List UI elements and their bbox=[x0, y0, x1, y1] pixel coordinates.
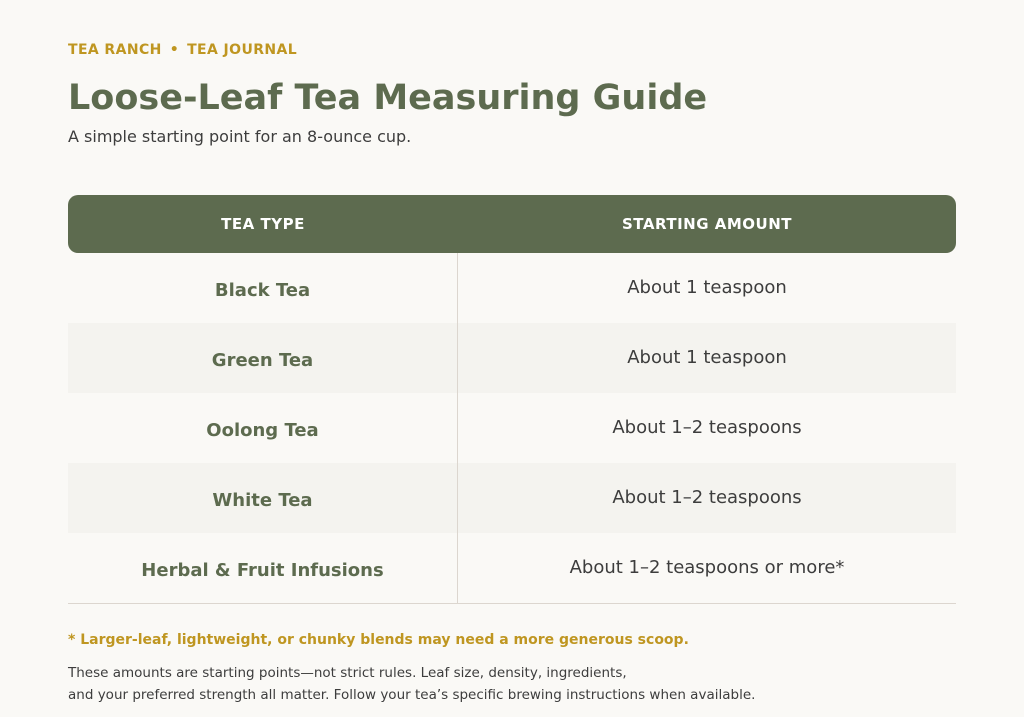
amount-cell: About 1–2 teaspoons bbox=[612, 416, 802, 438]
table-row bbox=[68, 253, 956, 323]
page-subtitle: A simple starting point for an 8-ounce cup. bbox=[68, 127, 412, 146]
disclaimer-note bbox=[68, 662, 755, 706]
tea-type-cell: Herbal & Fruit Infusions bbox=[68, 533, 458, 603]
separator-dot: • bbox=[169, 42, 180, 58]
eyebrow bbox=[68, 42, 297, 58]
tea-type-cell: Oolong Tea bbox=[68, 393, 458, 463]
amount-cell: About 1 teaspoon bbox=[627, 346, 787, 368]
brand-label: TEA RANCH bbox=[68, 42, 162, 58]
table-header bbox=[68, 195, 956, 253]
footnote: * Larger-leaf, lightweight, or chunky blends may need a more generous scoop. bbox=[68, 632, 689, 648]
table-row bbox=[68, 323, 956, 393]
tea-type-cell: White Tea bbox=[68, 463, 458, 533]
column-header-starting-amount: STARTING AMOUNT bbox=[621, 215, 792, 233]
page-title: Loose-Leaf Tea Measuring Guide bbox=[68, 78, 708, 118]
tea-type-cell: Green Tea bbox=[68, 323, 458, 393]
amount-cell: About 1–2 teaspoons or more* bbox=[569, 556, 845, 578]
table-row bbox=[68, 463, 956, 533]
tea-type-cell: Black Tea bbox=[68, 253, 458, 323]
table-row bbox=[68, 533, 956, 603]
amount-cell: About 1–2 teaspoons bbox=[612, 486, 802, 508]
section-label: TEA JOURNAL bbox=[187, 42, 298, 58]
table-body bbox=[68, 253, 956, 604]
disclaimer-line-1: These amounts are starting points—not strict rules. Leaf size, density, ingredients, bbox=[68, 665, 627, 681]
disclaimer-line-2: and your preferred strength all matter. Follow your tea’s specific brewing instructions when available. bbox=[68, 687, 756, 703]
table-row bbox=[68, 393, 956, 463]
measuring-table bbox=[68, 195, 956, 604]
column-header-tea-type: TEA TYPE bbox=[221, 215, 305, 233]
amount-cell: About 1 teaspoon bbox=[627, 276, 787, 298]
